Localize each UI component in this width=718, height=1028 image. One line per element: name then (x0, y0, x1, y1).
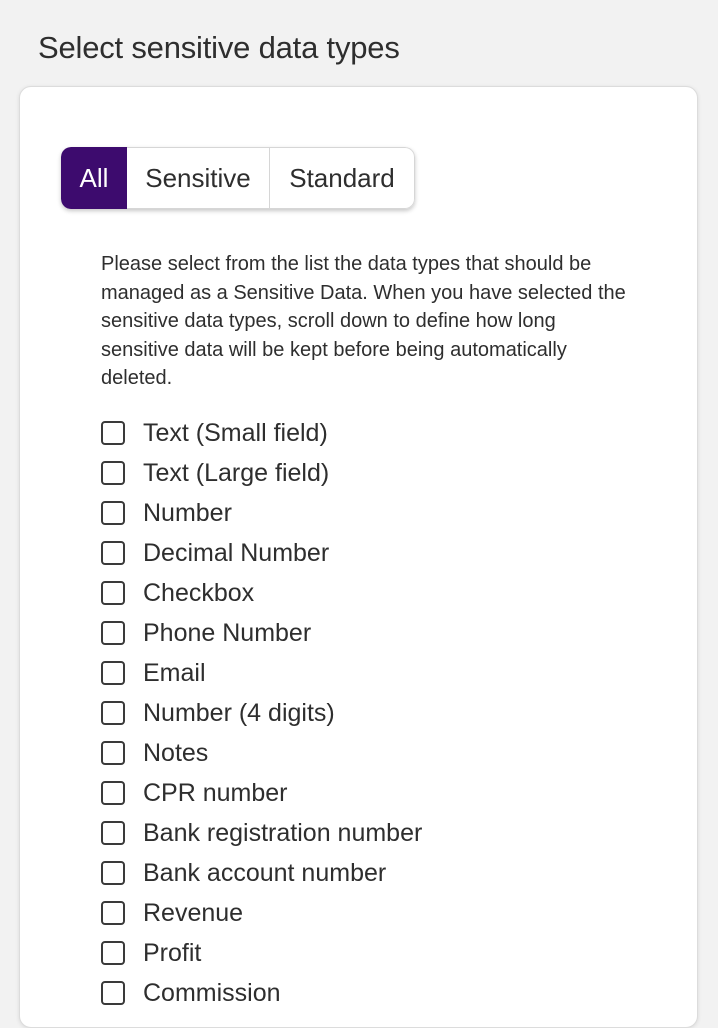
checkbox[interactable] (101, 901, 125, 925)
tab-standard[interactable]: Standard (270, 147, 415, 209)
data-type-label: Notes (143, 738, 209, 767)
checkbox[interactable] (101, 541, 125, 565)
checkbox[interactable] (101, 941, 125, 965)
list-item[interactable] (101, 893, 422, 933)
list-item[interactable] (101, 733, 422, 773)
data-type-label: Text (Small field) (143, 418, 328, 447)
data-type-label: Commission (143, 978, 281, 1007)
data-type-label: Number (143, 498, 232, 527)
tab-all[interactable]: All (61, 147, 127, 209)
data-type-label: Number (4 digits) (143, 698, 335, 727)
data-type-label: Text (Large field) (143, 458, 330, 487)
list-item[interactable] (101, 573, 422, 613)
list-item[interactable] (101, 653, 422, 693)
list-item[interactable] (101, 413, 422, 453)
checkbox[interactable] (101, 581, 125, 605)
checkbox[interactable] (101, 821, 125, 845)
data-type-label: Phone Number (143, 618, 312, 647)
list-item[interactable] (101, 693, 422, 733)
page-title: Select sensitive data types (38, 30, 400, 65)
list-item[interactable] (101, 773, 422, 813)
checkbox[interactable] (101, 861, 125, 885)
list-item[interactable] (101, 933, 422, 973)
data-types-card (19, 86, 698, 1028)
checkbox[interactable] (101, 461, 125, 485)
data-type-filter (61, 147, 415, 209)
data-type-label: Profit (143, 938, 202, 967)
data-type-label: Revenue (143, 898, 244, 927)
tab-sensitive[interactable]: Sensitive (127, 147, 270, 209)
checkbox[interactable] (101, 421, 125, 445)
checkbox[interactable] (101, 981, 125, 1005)
list-item[interactable] (101, 493, 422, 533)
list-item[interactable] (101, 613, 422, 653)
list-item[interactable] (101, 813, 422, 853)
list-item[interactable] (101, 853, 422, 893)
data-type-label: Bank registration number (143, 818, 423, 847)
data-type-label: Bank account number (143, 858, 387, 887)
checkbox[interactable] (101, 741, 125, 765)
instructions-text: Please select from the list the data types that should be managed as a Sensitive Data. When you have selected the sensitive data types, scroll down to define how long sensitive data will be kept before being automatically deleted. (101, 253, 626, 390)
data-type-label: CPR number (143, 778, 288, 807)
checkbox[interactable] (101, 661, 125, 685)
data-type-label: Decimal Number (143, 538, 330, 567)
list-item[interactable] (101, 533, 422, 573)
list-item[interactable] (101, 453, 422, 493)
checkbox[interactable] (101, 701, 125, 725)
checkbox[interactable] (101, 781, 125, 805)
data-type-list (101, 413, 422, 1013)
data-type-label: Email (143, 658, 206, 687)
data-type-label: Checkbox (143, 578, 255, 607)
list-item[interactable] (101, 973, 422, 1013)
checkbox[interactable] (101, 621, 125, 645)
checkbox[interactable] (101, 501, 125, 525)
